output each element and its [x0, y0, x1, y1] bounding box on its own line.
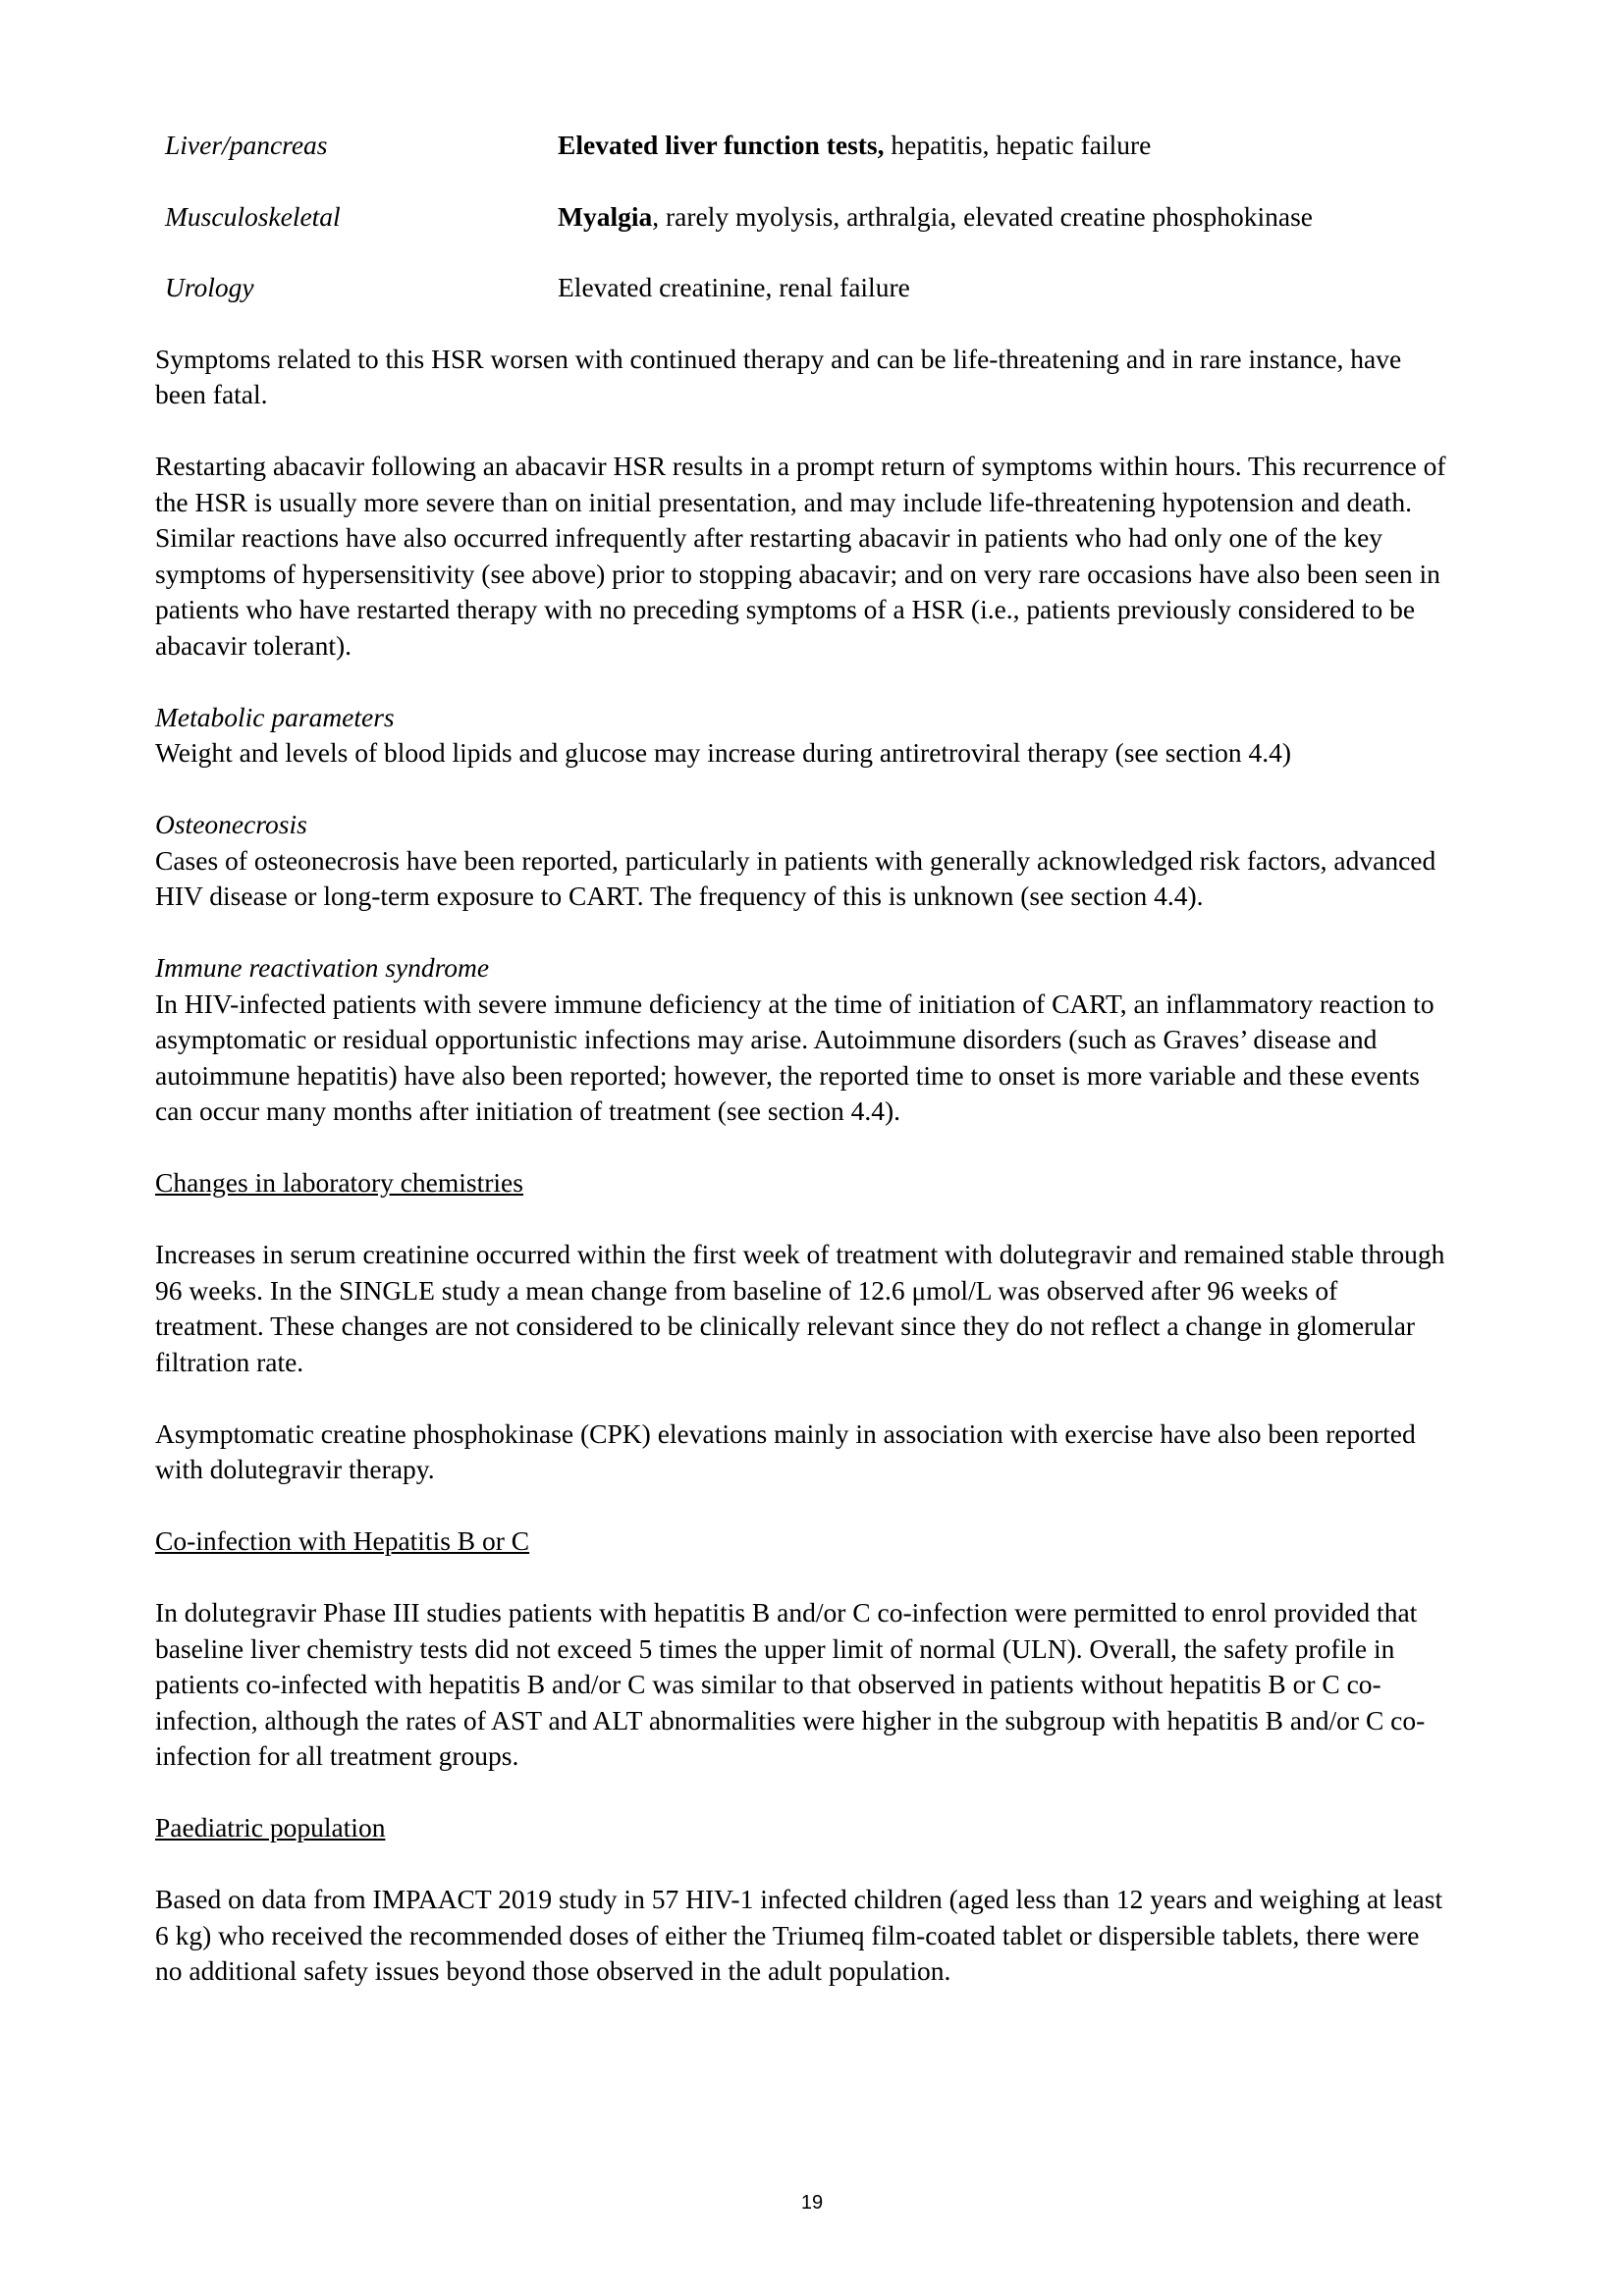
reaction-text	[558, 270, 910, 306]
reaction-rest-text: hepatitis, hepatic failure	[884, 130, 1152, 160]
body-system-label: Musculoskeletal	[165, 200, 341, 232]
immune-subheading: Immune reactivation syndrome	[155, 952, 490, 983]
body-system-label: Urology	[165, 272, 254, 302]
restarting-paragraph: Restarting abacavir following an abacavir HSR results in a prompt return of symptoms within hours. This recurrence of the HSR is usually more severe than on initial presentation, and may include life-threatening hypotension and death. Similar reactions have also occurred infrequently after restarting abacavir in patients who had only one of the key symptoms of hypersensitivity (see above) prior to stopping abacavir; and on very rare occasions have also been seen in patients who have restarted therapy with no preceding symptoms of a HSR (i.e., patients previously considered to be abacavir tolerant).	[155, 451, 1446, 661]
table-row	[155, 199, 1451, 236]
page-number: 19	[800, 2192, 824, 2214]
coinfection-heading: Co-infection with Hepatitis B or C	[155, 1525, 530, 1556]
lab-paragraph-1: Increases in serum creatinine occurred within the first week of treatment with dolutegravir and remained stable through 96 weeks. In the SINGLE study a mean change from baseline of 12.6 μmol/L was observed after 96 weeks of treatment. These changes are not considered to be clinically relevant since they do not reflect a change in glomerular filtration rate.	[155, 1239, 1445, 1377]
metabolic-subheading: Metabolic parameters	[155, 701, 395, 732]
paediatric-paragraph: Based on data from IMPAACT 2019 study in 57 HIV-1 infected children (aged less than 12 years and weighing at least 6 kg) who received the recommended doses of either the Triumeq film-coated tablet or dispersible tablets, there were no additional safety issues beyond those observed in the adult population.	[155, 1884, 1443, 1986]
osteonecrosis-subheading: Osteonecrosis	[155, 809, 307, 839]
reaction-rest-text: , rarely myolysis, arthralgia, elevated creatine phosphokinase	[652, 200, 1313, 232]
document-page	[155, 128, 1451, 2025]
reaction-rest-text: Elevated creatinine, renal failure	[558, 272, 910, 302]
reaction-text	[558, 128, 1151, 164]
reaction-bold-text: Elevated liver function tests,	[558, 130, 885, 160]
coinfection-paragraph: In dolutegravir Phase III studies patients with hepatitis B and/or C co-infection were permitted to enrol provided that baseline liver chemistry tests did not exceed 5 times the upper limit of normal (ULN). Overall, the safety profile in patients co-infected with hepatitis B and/or C was similar to that observed in patients without hepatitis B or C co-infection, although the rates of AST and ALT abnormalities were higher in the subgroup with hepatitis B and/or C co-infection for all treatment groups.	[155, 1597, 1426, 1771]
osteonecrosis-text: Cases of osteonecrosis have been reported, particularly in patients with generally acknowledged risk factors, advanced HIV disease or long-term exposure to CART. The frequency of this is unknown (see section 4.4).	[155, 844, 1436, 911]
metabolic-section	[155, 700, 1451, 772]
reaction-text	[558, 199, 1313, 236]
immune-section	[155, 950, 1451, 1130]
adverse-reaction-table	[155, 128, 1451, 306]
hsr-worsen-paragraph: Symptoms related to this HSR worsen with continued therapy and can be life-threatening and in rare instance, have been fatal.	[155, 343, 1402, 409]
osteonecrosis-section	[155, 807, 1451, 915]
body-system-label: Liver/pancreas	[165, 130, 328, 160]
reaction-bold-text: Myalgia	[558, 200, 653, 232]
paediatric-heading: Paediatric population	[155, 1812, 386, 1842]
immune-text: In HIV-infected patients with severe immune deficiency at the time of initiation of CART, an inflammatory reaction to asymptomatic or residual opportunistic infections may arise. Autoimmune disorders (such as Graves’ disease and autoimmune hepatitis) have also been reported; however, the reported time to onset is more variable and these events can occur many months after initiation of treatment (see section 4.4).	[155, 988, 1435, 1126]
lab-heading: Changes in laboratory chemistries	[155, 1167, 523, 1198]
metabolic-text: Weight and levels of blood lipids and glucose may increase during antiretroviral therapy (see section 4.4)	[155, 737, 1292, 768]
table-row	[155, 270, 1451, 306]
lab-paragraph-2: Asymptomatic creatine phosphokinase (CPK) elevations mainly in association with exercise have also been reported with dolutegravir therapy.	[155, 1417, 1416, 1484]
table-row	[155, 128, 1451, 164]
